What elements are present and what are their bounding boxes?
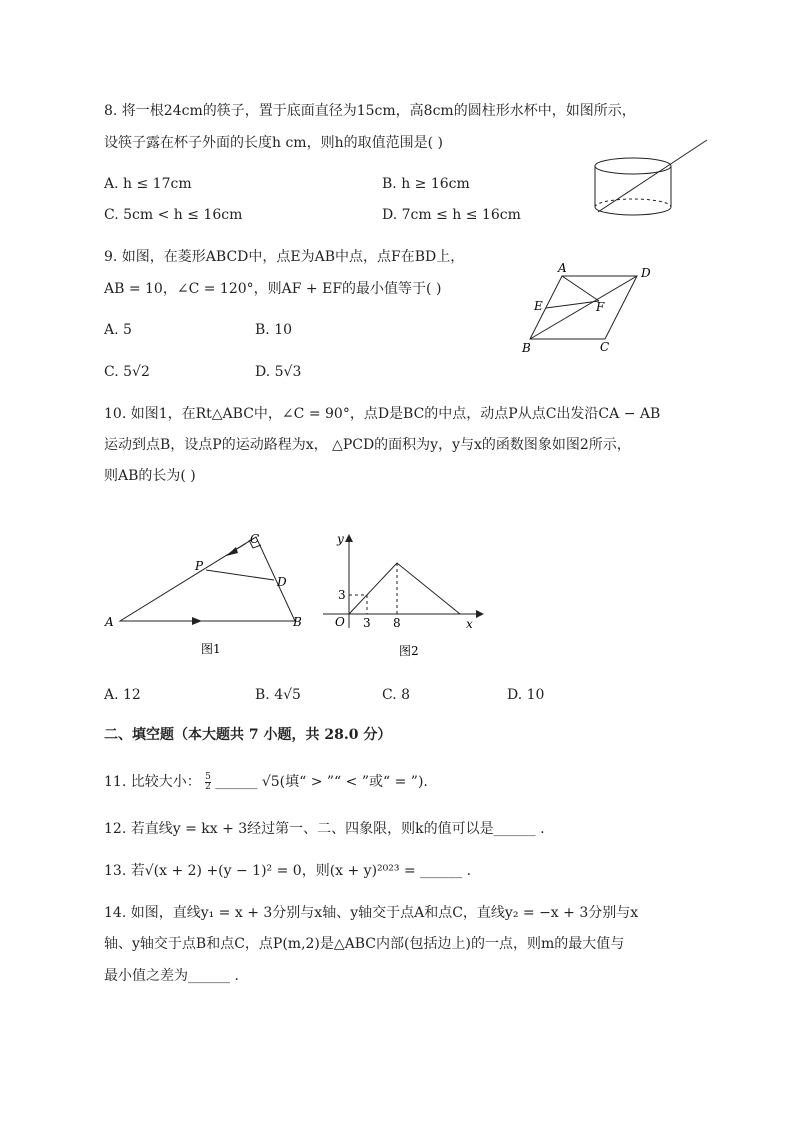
q10-fig1-label-p: P	[195, 559, 204, 573]
q10-fig1-label-a: A	[105, 615, 114, 629]
q13-line: 13. 若√(x + 2) +(y − 1)² = 0，则(x + y)²⁰²³ = ______ .	[104, 863, 472, 879]
q14-line1: 14. 如图，直线y₁ = x + 3分别与x轴、y轴交于点A和点C，直线y₂ = −x + 3分别与x	[104, 905, 639, 921]
q14-line3: 最小值之差为______ .	[104, 968, 239, 984]
q9-label-e: E	[534, 299, 543, 313]
q14-line2: 轴、y轴交于点B和点C，点P(m,2)是△ABC内部(包括边上)的一点，则m的最大值与	[104, 936, 625, 952]
q10-fig2-label-y: y	[337, 532, 344, 546]
q9-label-a: A	[558, 261, 567, 275]
q8-line2: 设筷子露在杯子外面的长度h cm，则h的取值范围是( )	[104, 135, 443, 151]
q10-fig2-label-x: x	[466, 617, 473, 631]
q10-figure1	[100, 525, 310, 660]
q10-option-c: C. 8	[382, 687, 411, 703]
q10-line3: 则AB的长为( )	[104, 468, 196, 484]
q9-option-b: B. 10	[255, 322, 293, 338]
section-title-fill-in: 二、填空题（本大题共 7 小题，共 28.0 分）	[104, 727, 392, 743]
q10-figure2-graph	[320, 528, 495, 663]
q12-line: 12. 若直线y = kx + 3经过第一、二、四象限，则k的值可以是______ .	[104, 821, 545, 837]
q8-line1: 8. 将一根24cm的筷子，置于底面直径为15cm，高8cm的圆柱形水杯中，如图所示，	[104, 103, 636, 119]
q10-option-d: D. 10	[507, 687, 545, 703]
q9-option-a: A. 5	[104, 322, 132, 338]
q10-line2: 运动到点B，设点P的运动路程为x， △PCD的面积为y，y与x的函数图象如图2所示，	[104, 437, 631, 453]
q8-option-b: B. h ≥ 16cm	[382, 176, 470, 192]
q10-fig2-tick-x8: 8	[393, 616, 401, 630]
q11-line	[104, 772, 428, 792]
q8-option-a: A. h ≤ 17cm	[104, 176, 192, 192]
q9-rhombus-figure	[515, 258, 665, 358]
q9-option-d: D. 5√3	[255, 364, 302, 380]
q9-label-d: D	[641, 266, 651, 280]
q9-line1: 9. 如图，在菱形ABCD中，点E为AB中点，点F在BD上，	[104, 249, 465, 265]
q10-fig2-tick-y3: 3	[338, 588, 346, 602]
q11-prefix: 11. 比较大小：	[104, 774, 201, 790]
q10-fig2-caption: 图2	[399, 644, 419, 658]
q11-suffix: √5(填“ > ”“ < ”或“ = ”).	[261, 774, 428, 790]
q9-label-b: B	[522, 341, 531, 355]
q11-fraction	[205, 773, 211, 792]
q9-line2: AB = 10，∠C = 120°，则AF + EF的最小值等于( )	[104, 281, 442, 297]
q10-fig2-tick-x3: 3	[363, 616, 371, 630]
q8-cup-figure	[590, 138, 715, 218]
q10-option-b: B. 4√5	[255, 687, 301, 703]
q10-fig1-caption: 图1	[201, 642, 221, 656]
q10-line1: 10. 如图1，在Rt△ABC中，∠C = 90°，点D是BC的中点，动点P从点C出发沿CA − AB	[104, 406, 661, 422]
q9-label-f: F	[596, 300, 605, 314]
q10-fig1-label-b: B	[293, 615, 302, 629]
q11-frac-num: 5	[205, 771, 211, 782]
q8-option-c: C. 5cm < h ≤ 16cm	[104, 207, 243, 223]
q10-fig2-label-o: O	[335, 615, 345, 629]
q10-option-a: A. 12	[104, 687, 141, 703]
q9-option-c: C. 5√2	[104, 364, 150, 380]
q11-blank: ______	[215, 774, 258, 790]
q8-option-d: D. 7cm ≤ h ≤ 16cm	[382, 207, 521, 223]
q11-frac-den: 2	[205, 781, 211, 792]
q10-fig1-label-d: D	[277, 575, 287, 589]
q10-fig1-label-c: C	[250, 532, 260, 546]
q9-label-c: C	[600, 340, 610, 354]
